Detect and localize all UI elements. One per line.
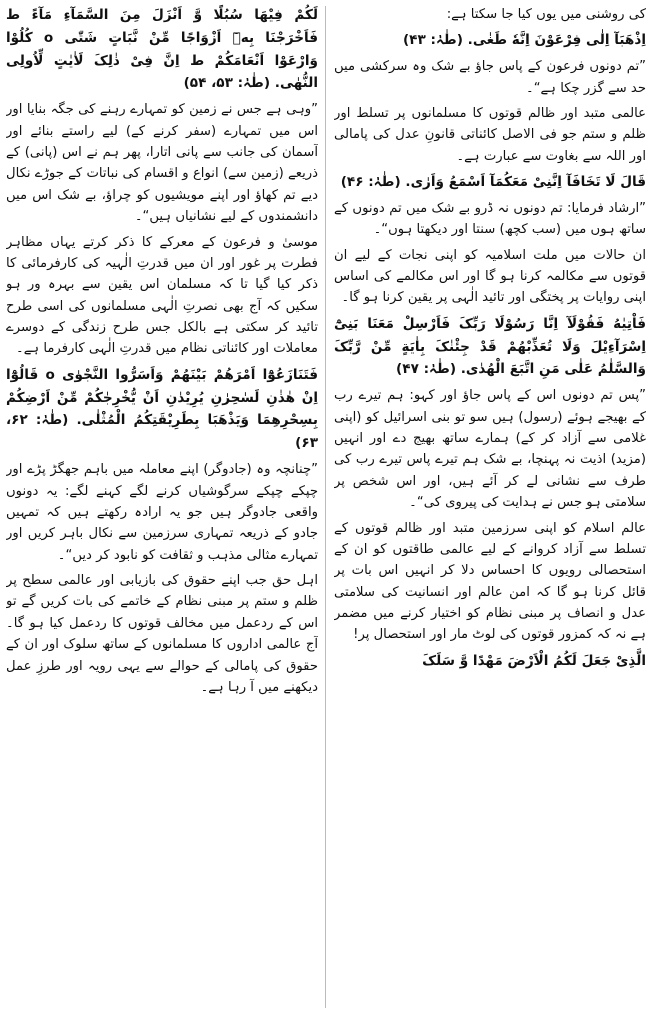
urdu-translation: ”پس تم دونوں اس کے پاس جاؤ اور کہو: ہم تیرے رب کے بھیجے ہوئے (رسول) ہیں سو تو بنی اسرائیل کو (اپنی غلامی سے آزاد کر کے) ہمارے ساتھ بھیج دے اور انہیں (مزید) اذیت نہ پہنچا، بے شک ہم تیرے پاس تیرے رب کی طرف سے نشانی لے کر آئے ہیں، اور اس شخص پر سلامتی ہو جس نے ہدایت کی پیروی کی“۔ [334, 388, 646, 511]
arabic-verse: اِذْهَبَآ اِلٰی فِرْعَوْنَ اِنَّهٗ طَغٰی. (طٰہٰ: ۴۳) [402, 32, 646, 49]
left-column [6, 4, 318, 1010]
arabic-verse: فَتَنَازَعُوْٓا اَمْرَهُمْ بَیْنَهُمْ وَاَسَرُّوا النَّجْوٰی o قَالُوْٓا اِنْ هٰذٰنِ لَسٰحِرٰنِ یُرِیْدٰنِ اَنْ یُّخْرِجٰکُمْ مِّنْ اَرْضِکُمْ بِسِحْرِهِمَا وَیَذْهَبَا بِطَرِیْقَتِکُمُ الْمُثْلٰی. (طٰہٰ: ۶۲، ۶۳) [6, 366, 318, 452]
urdu-paragraph: موسیٰ و فرعون کے معرکے کا ذکر کرتے یہاں مظاہر فطرت پر غور اور ان میں قدرتِ الٰہیہ کی کارفرمائی کا ذکر کیا گیا تا کہ مسلمان اس یقین سے بہرہ ور ہو سکیں کہ آج بھی نصرتِ الٰہی مسلمانوں کی اسی طرح تائید کر سکتی ہے بالکل جس طرح زندگی کے دوسرے معاملات اور کائناتی نظام میں قدرتِ الٰہی کارفرما ہے۔ [6, 234, 318, 357]
right-column [334, 4, 646, 1010]
urdu-translation: ”وہی ہے جس نے زمین کو تمہارے رہنے کی جگہ بنایا اور اس میں تمہارے (سفر کرنے کے) لیے راستے بنائے اور آسمان کی جانب سے پانی اتارا، پھر ہم نے اس (پانی) کے ذریعے (زمین سے) انواع و اقسام کی نباتات کے جوڑے نکال دیے تم کھاؤ اور اپنے مویشیوں کو چراؤ، بے شک اس میں دانشمندوں کے لیے نشانیاں ہیں“۔ [6, 102, 318, 225]
urdu-paragraph: ان حالات میں ملت اسلامیہ کو اپنی نجات کے لیے ان قوتوں سے مکالمہ کرنا ہو گا اور اس مکالمے کی اساس اپنی روایات پر پختگی اور تائید الٰہی پر یقین کرنا ہو گا۔ [334, 247, 646, 306]
urdu-translation: ”تم دونوں فرعون کے پاس جاؤ بے شک وہ سرکشی میں حد سے گزر چکا ہے“۔ [334, 59, 646, 96]
column-divider [325, 6, 326, 1008]
urdu-paragraph: کی روشنی میں یوں کیا جا سکتا ہے: [446, 7, 646, 22]
urdu-paragraph: اہل حق جب اپنے حقوق کی بازیابی اور عالمی سطح پر ظلم و ستم پر مبنی نظام کے خاتمے کی بات کریں گے تو اس کے ردعمل میں مخالف قوتوں کا ردعمل کیا ہو گا۔ آج عالمی اداروں کا مسلمانوں کے ساتھ سلوک اور ان کے حقوق کی پامالی کے حوالے سے یہی رویہ اور طرزِ عمل دیکھنے میں آ رہا ہے۔ [6, 573, 318, 695]
arabic-verse: لَکُمْ فِیْهَا سُبُلًا وَّ اَنْزَلَ مِنَ السَّمَآءِ مَآءً ط فَاَخْرَجْنَا بِهٖٓ اَزْوَاجًا مِّنْ نَّبَاتٍ شَتّٰی o کُلُوْا وَارْعَوْا اَنْعَامَکُمْ ط اِنَّ فِیْ ذٰلِکَ لَاٰیٰتٍ لِّاُولِی النُّهٰی. (طٰہٰ: ۵۳، ۵۴) [6, 7, 318, 92]
urdu-translation: ”ارشاد فرمایا: تم دونوں نہ ڈرو بے شک میں تم دونوں کے ساتھ ہوں میں (سب کچھ) سنتا اور دیکھتا ہوں“۔ [334, 200, 646, 238]
arabic-verse: فَاْتِیٰهُ فَقُوْلَآ اِنَّا رَسُوْلَا رَبِّکَ فَاَرْسِلْ مَعَنَا بَنِیْٓ اِسْرَآءِیْلَ وَلَا تُعَذِّبْهُمْ قَدْ جِئْنٰکَ بِاٰیَةٍ مِّنْ رَّبِّکَ وَالسَّلٰمُ عَلٰی مَنِ اتَّبَعَ الْهُدٰی. (طٰہٰ: ۴۷) [334, 315, 646, 378]
urdu-translation: ”چنانچہ وہ (جادوگر) اپنے معاملہ میں باہم جھگڑ پڑے اور چپکے چپکے سرگوشیاں کرنے لگے کہنے لگے: یہ دونوں واقعی جادوگر ہیں جو یہ ارادہ رکھتے ہیں کہ تمہیں جادو کے ذریعہ تمہاری سرزمین سے نکال باہر کریں اور تمہارے مثالی مذہب و ثقافت کو نابود کر دیں“۔ [6, 462, 318, 563]
urdu-paragraph: عالم اسلام کو اپنی سرزمین متبد اور ظالم قوتوں کے تسلط سے آزاد کروانے کے لیے عالمی طاقتوں کو ان کے استحصالی رویوں کا احساس دلا کر انہیں اس بات پر قائل کرنا ہو گا کہ امن عالم اور انسانیت کی سلامتی عدل و انصاف پر مبنی نظام کو اختیار کرنے میں مضمر ہے نہ کہ کمزور قوتوں کی لوٹ مار اور استحصال پر! [334, 520, 646, 643]
arabic-verse: قَالَ لَا تَخَافَآ اِنَّنِیْ مَعَکُمَآ اَسْمَعُ وَاَرٰی. (طٰہٰ: ۴۶) [340, 174, 646, 191]
arabic-verse: الَّذِیْ جَعَلَ لَکُمُ الْاَرْضَ مَهْدًا وَّ سَلَکَ [422, 652, 646, 669]
urdu-paragraph: عالمی متبد اور ظالم قوتوں کا مسلمانوں پر تسلط اور ظلم و ستم جو فی الاصل کائناتی قانونِ عدل کی پامالی اور اللہ سے بغاوت سے عبارت ہے۔ [334, 105, 646, 164]
